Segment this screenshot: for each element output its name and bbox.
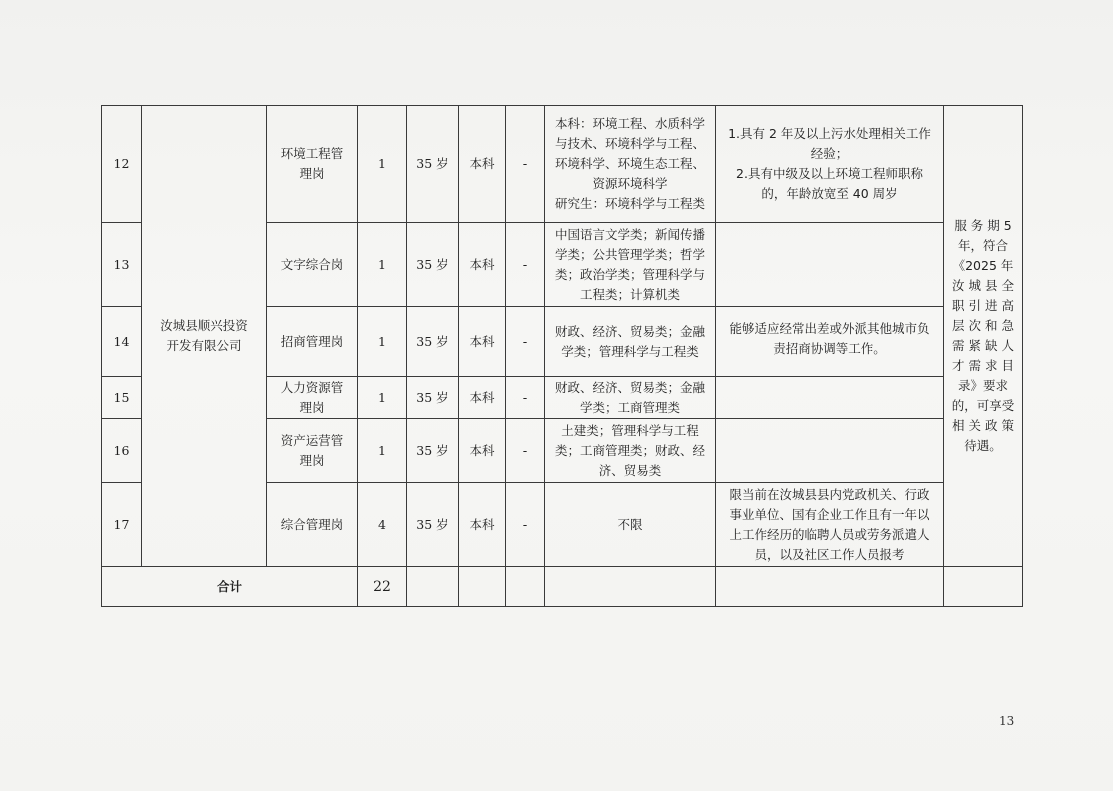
table-row (102, 106, 1023, 223)
education: 本科 (459, 483, 506, 567)
major-line: 工程类；计算机类 (579, 286, 680, 302)
requirement-line: 事业单位、国有企业工作且有一年以 (729, 506, 930, 522)
post-name (267, 377, 358, 419)
major-line: 济、贸易类 (598, 462, 662, 478)
other-requirements (716, 483, 944, 567)
notes-line: 层 次 和 急 (952, 318, 1014, 333)
row-number: 14 (102, 307, 142, 377)
age-limit: 35 岁 (407, 223, 459, 307)
major-line: 财政、经济、贸易类；金融 (554, 323, 705, 339)
notes-line: 职 引 进 高 (952, 298, 1014, 313)
post-name: 综合管理岗 (267, 483, 358, 567)
row-number: 13 (102, 223, 142, 307)
degree: - (506, 106, 545, 223)
notes-cell (944, 106, 1023, 567)
major-line: 学类；管理科学与工程类 (561, 343, 699, 359)
major-line: 学类；公共管理学类；哲学 (554, 246, 705, 262)
empty-cell (459, 567, 506, 607)
major-line: 与技术、环境科学与工程、 (554, 136, 705, 151)
major-line: 环境科学、环境生态工程、 (554, 156, 705, 171)
major-requirements (545, 223, 716, 307)
post-name (267, 106, 358, 223)
post-name-line: 资产运营管 (280, 432, 344, 448)
age-limit: 35 岁 (407, 377, 459, 419)
row-number: 16 (102, 419, 142, 483)
notes-line: 的，可享受 (951, 398, 1015, 413)
notes-line: 年，符合 (957, 238, 1008, 253)
degree: - (506, 377, 545, 419)
requirement-line: 员，以及社区工作人员报考 (754, 546, 905, 562)
education: 本科 (459, 377, 506, 419)
requirement-line: 的，年龄放宽至 40 周岁 (761, 186, 898, 201)
post-name-line: 环境工程管 (280, 146, 344, 161)
requirement-line: 能够适应经常出差或外派其他城市负 (729, 321, 930, 336)
notes-line: 汝 城 县 全 (952, 278, 1014, 293)
major-line: 学类；工商管理类 (579, 399, 680, 415)
major-line: 研究生：环境科学与工程类 (554, 196, 705, 211)
education: 本科 (459, 419, 506, 483)
empty-cell (944, 567, 1023, 607)
major-requirements (545, 377, 716, 419)
major-requirements: 不限 (545, 483, 716, 567)
notes-line: 才 需 求 目 (952, 358, 1014, 373)
major-line: 土建类；管理科学与工程 (561, 422, 699, 438)
post-count: 1 (358, 377, 407, 419)
notes-line: 录》要求 (957, 378, 1008, 393)
empty-cell (545, 567, 716, 607)
major-line: 财政、经济、贸易类；金融 (554, 379, 705, 395)
other-requirements (716, 223, 944, 307)
degree: - (506, 419, 545, 483)
row-number: 17 (102, 483, 142, 567)
company-name-line: 开发有限公司 (166, 338, 242, 353)
major-requirements (545, 307, 716, 377)
empty-cell (407, 567, 459, 607)
major-requirements (545, 419, 716, 483)
post-name: 文字综合岗 (267, 223, 358, 307)
row-number: 15 (102, 377, 142, 419)
degree: - (506, 307, 545, 377)
major-line: 本科：环境工程、水质科学 (554, 116, 705, 131)
post-name: 招商管理岗 (267, 307, 358, 377)
total-row (102, 567, 1023, 607)
recruitment-table (101, 105, 1023, 607)
requirement-line: 限当前在汝城县县内党政机关、行政 (729, 486, 930, 502)
notes-line: 《2025 年 (952, 258, 1014, 273)
other-requirements (716, 307, 944, 377)
age-limit: 35 岁 (407, 106, 459, 223)
post-count: 1 (358, 419, 407, 483)
post-count: 1 (358, 223, 407, 307)
total-count: 22 (358, 567, 407, 607)
notes-line: 服 务 期 5 (954, 218, 1012, 233)
post-name-line: 理岗 (299, 166, 325, 181)
age-limit: 35 岁 (407, 307, 459, 377)
education: 本科 (459, 223, 506, 307)
age-limit: 35 岁 (407, 419, 459, 483)
post-count: 4 (358, 483, 407, 567)
post-name (267, 419, 358, 483)
degree: - (506, 223, 545, 307)
requirement-line: 上工作经历的临聘人员或劳务派遣人 (729, 526, 930, 542)
age-limit: 35 岁 (407, 483, 459, 567)
page-number: 13 (999, 714, 1015, 728)
empty-cell (506, 567, 545, 607)
post-name-line: 理岗 (299, 399, 325, 415)
post-count: 1 (358, 307, 407, 377)
requirement-line: 2.具有中级及以上环境工程师职称 (736, 166, 923, 181)
other-requirements (716, 106, 944, 223)
notes-line: 相 关 政 策 (952, 418, 1014, 433)
post-name-line: 人力资源管 (280, 379, 344, 395)
other-requirements (716, 377, 944, 419)
major-requirements (545, 106, 716, 223)
education: 本科 (459, 106, 506, 223)
company-cell (142, 106, 267, 567)
row-number: 12 (102, 106, 142, 223)
major-line: 类；政治学类；管理科学与 (554, 266, 705, 282)
requirement-line: 1.具有 2 年及以上污水处理相关工作 (728, 126, 931, 141)
company-name-line: 汝城县顺兴投资 (160, 318, 248, 333)
notes-line: 待遇。 (964, 438, 1002, 453)
major-line: 类；工商管理类；财政、经 (554, 442, 705, 458)
education: 本科 (459, 307, 506, 377)
major-line: 资源环境科学 (592, 176, 668, 191)
total-label: 合计 (102, 567, 358, 607)
requirement-line: 经验； (810, 146, 849, 161)
other-requirements (716, 419, 944, 483)
post-count: 1 (358, 106, 407, 223)
empty-cell (716, 567, 944, 607)
notes-line: 需 紧 缺 人 (952, 338, 1014, 353)
requirement-line: 责招商协调等工作。 (773, 341, 886, 356)
degree: - (506, 483, 545, 567)
major-line: 中国语言文学类；新闻传播 (554, 226, 705, 242)
post-name-line: 理岗 (299, 452, 325, 468)
